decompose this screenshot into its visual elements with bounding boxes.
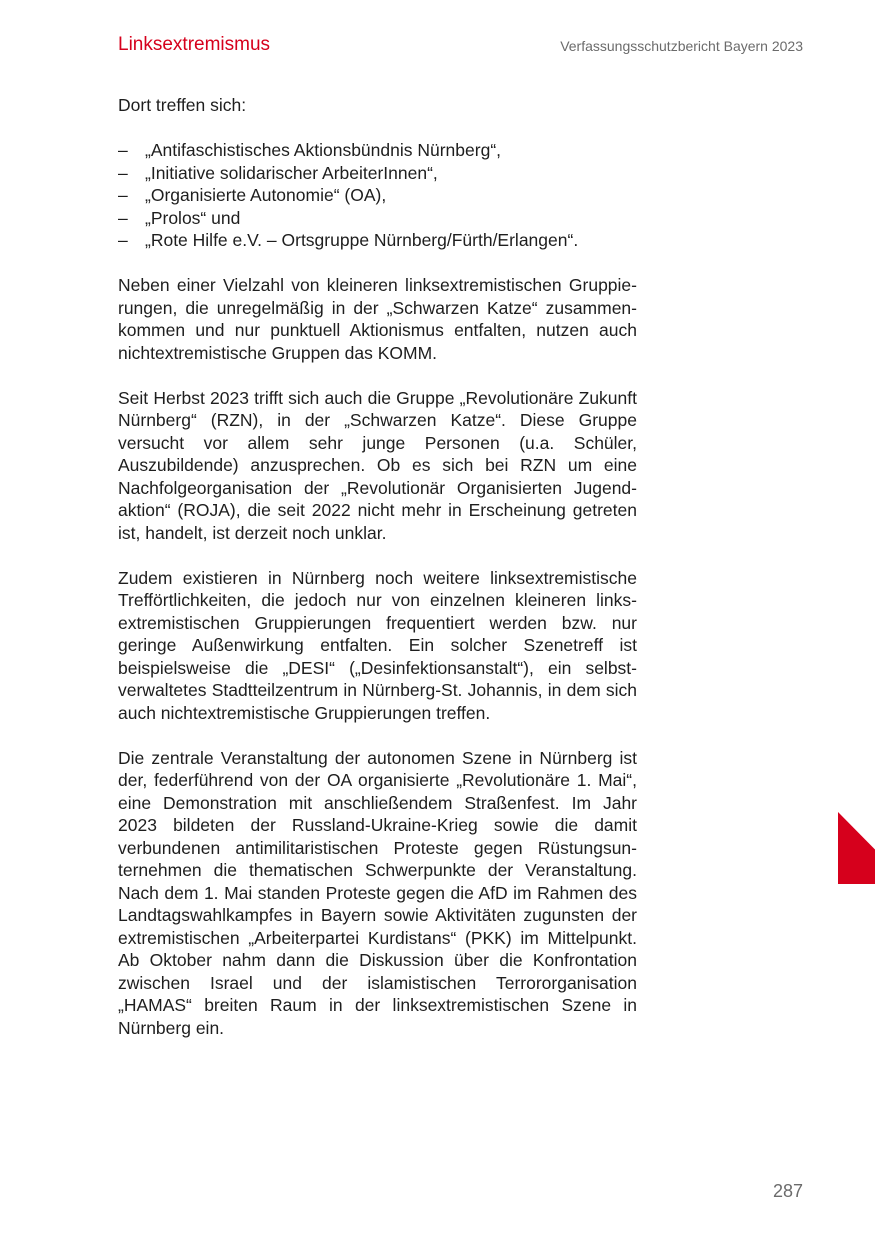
page-number: 287	[772, 1181, 803, 1201]
document-body	[118, 94, 637, 1062]
list-item-text: „Initiative solidarischer ArbeiterInnen“,	[145, 162, 438, 183]
list-dash: –	[118, 140, 128, 160]
list-item	[118, 139, 637, 162]
paragraph: Neben einer Vielzahl von kleineren linksextremistischen Gruppierungen, die unregelmäßig in der „Schwarzen Katze“ zusammenkommen und nur punktuell Aktionismus entfalten, nutzen auch nichtextremistische Gruppen das KOMM.	[118, 275, 637, 363]
list-dash: –	[118, 230, 128, 250]
list-item	[118, 162, 637, 185]
paragraph: Seit Herbst 2023 trifft sich auch die Gruppe „Revolutionäre Zukunft Nürnberg“ (RZN), in der „Schwarzen Katze“. Diese Gruppe versucht vor allem sehr junge Personen (u.a. Schüler, Auszubildende) anzusprechen. Ob es sich bei RZN um eine Nachfolgeorganisation der „Revolutionär Organisierten Jugendaktion“ (ROJA), die seit 2022 nicht mehr in Erscheinung getreten ist, handelt, ist derzeit noch unklar.	[118, 387, 637, 543]
list-dash: –	[118, 185, 128, 205]
list-dash: –	[118, 207, 128, 228]
list-item	[118, 184, 637, 207]
list-item-text: „Rote Hilfe e.V. – Ortsgruppe Nürnberg/Fürth/Erlangen“.	[145, 230, 579, 250]
intro-text: Dort treffen sich:	[118, 95, 247, 115]
organization-list	[118, 139, 637, 252]
paragraph: Zudem existieren in Nürnberg noch weitere linksextremistische Trefförtlichkeiten, die jedoch nur von einzelnen kleineren linksextremistischen Gruppierungen frequentiert werden bzw. nur geringe Außenwirkung entfalten. Ein solcher Szenetreff ist beispielsweise die „DESI“ („Desinfektionsanstalt“), ein selbstverwaltetes Stadtteilzentrum in Nürnberg-St. Johannis, in dem sich auch nichtextremistische Gruppierungen treffen.	[118, 567, 637, 723]
chapter-tab-marker	[838, 812, 875, 884]
list-item-text: „Prolos“ und	[145, 207, 241, 228]
report-title: Verfassungsschutzbericht Bayern 2023	[560, 38, 803, 54]
list-item-text: „Organisierte Autonomie“ (OA),	[145, 185, 387, 205]
section-title: Linksextremismus	[118, 34, 271, 55]
list-item	[118, 207, 637, 230]
list-item-text: „Antifaschistisches Aktionsbündnis Nürnberg“,	[145, 140, 502, 160]
list-item	[118, 229, 637, 252]
list-dash: –	[118, 162, 128, 183]
paragraph: Die zentrale Veranstaltung der autonomen Szene in Nürnberg ist der, federführend von der OA organisierte „Revolutionäre 1. Mai“, eine Demonstration mit anschließendem Straßenfest. Im Jahr 2023 bildeten der Russland-Ukraine-Krieg sowie die damit verbundenen antimilitaristischen Proteste gegen Rüstungsunternehmen die thematischen Schwerpunkte der Veranstaltung. Nach dem 1. Mai standen Proteste gegen die AfD im Rahmen des Landtagswahlkampfes in Bayern sowie Aktivitäten zugunsten der extremistischen „Arbeiterpartei Kurdistans“ (PKK) im Mittelpunkt. Ab Oktober nahm dann die Diskussion über die Konfrontation zwischen Israel und der islamistischen Terrororganisation „HAMAS“ breiten Raum in der linksextremistischen Szene in Nürnberg ein.	[118, 747, 637, 1038]
